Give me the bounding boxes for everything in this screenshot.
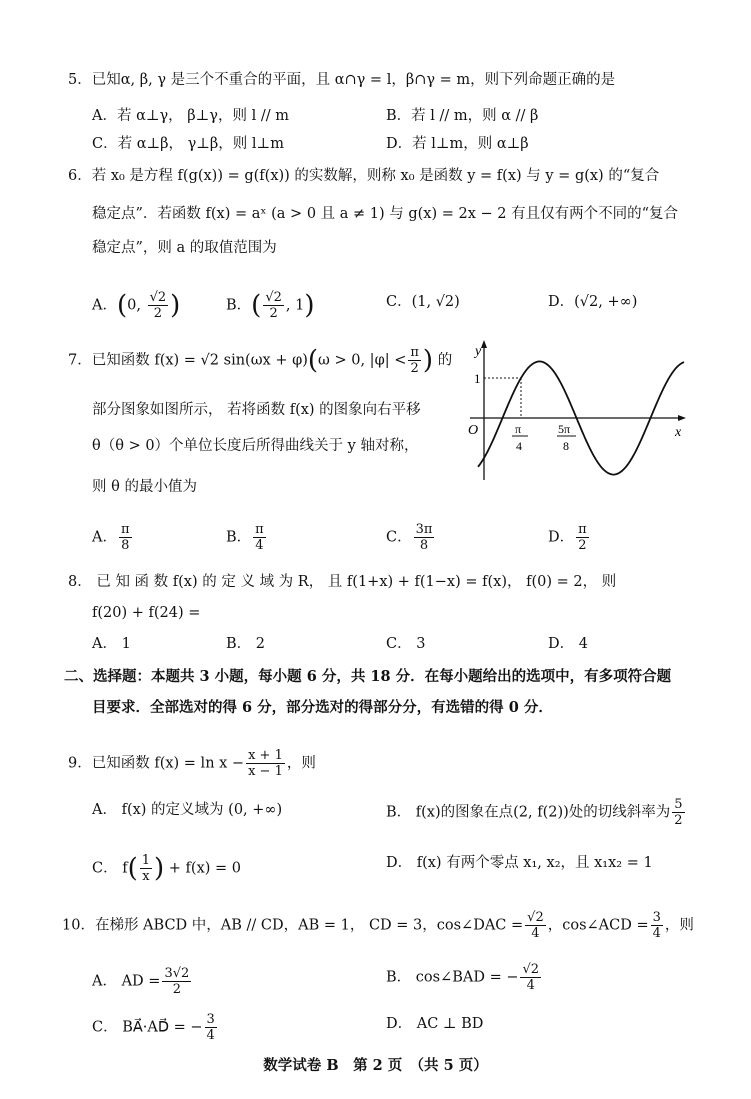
q10-stem [62, 910, 694, 941]
q7-line1-post: 的 [437, 352, 453, 369]
q10-stem-pre: 10．在梯形 ABCD 中，AB // CD，AB = 1， CD = 3，cos∠DAC = [62, 917, 524, 934]
q6-line3: 稳定点”，则 a 的取值范围为 [92, 240, 277, 256]
q7-option-d-label: D． [548, 529, 575, 546]
q8-option-b: B． 2 [226, 636, 265, 652]
q10-stem-mid: ，cos∠ACD = [547, 917, 649, 934]
q7-option-a-label: A． [92, 529, 117, 546]
q8-line1: 8． 已 知 函 数 f(x) 的 定 义 域 为 R， 且 f(1+x) + f(1−x) = f(x)， f(0) = 2， 则 [68, 574, 617, 590]
q7-option-a-den: 8 [121, 538, 130, 553]
q5-option-d: D．若 l⊥m，则 α⊥β [386, 136, 529, 152]
q7-cond-den: 2 [410, 361, 419, 376]
q5-option-b: B．若 l // m，则 α // β [386, 108, 539, 124]
q7-line1-pre: 7．已知函数 f(x) = √2 sin(ωx + φ) [68, 352, 308, 369]
q10-stem-frac1 [525, 910, 546, 941]
q9-option-c-frac [140, 853, 152, 884]
q9-option-c: C． f( $\frac{1}{x}$ ) + f(x) = 0 [92, 853, 241, 884]
q10-stem-frac2 [651, 910, 663, 941]
q10-stem-den2: 4 [652, 926, 661, 941]
q10-option-a [92, 966, 193, 997]
q9-option-b [386, 797, 687, 828]
q5-stem: 5．已知α, β, γ 是三个不重合的平面，且 α∩γ = l，β∩γ = m，则下列命题正确的是 [68, 72, 616, 88]
q9-stem-den: x − 1 [248, 764, 283, 779]
q6-option-b-num: √2 [265, 290, 282, 305]
q6-option-a-den: 2 [153, 306, 163, 321]
q6-line1: 6．若 x₀ 是方程 f(g(x)) = g(f(x)) 的实数解，则称 x₀ 是函数 y = f(x) 与 y = g(x) 的“复合 [68, 168, 660, 184]
q8-option-c: C． 3 [386, 636, 426, 652]
q6-option-a-label: A． [92, 297, 117, 314]
q9-stem [68, 748, 316, 779]
q7-option-b-label: B． [226, 529, 252, 546]
q10-option-a-pre: A． AD = [92, 973, 161, 990]
graph-x-tick1-den: 4 [516, 439, 522, 453]
q10-option-b-frac [520, 962, 541, 993]
q6-option-d: D．(√2, +∞) [548, 294, 638, 310]
q7-option-d-den: 2 [578, 538, 587, 553]
q9-option-b-pre: B． f(x)的图象在点(2, f(2))处的切线斜率为 [386, 804, 671, 821]
q10-option-c [92, 1012, 219, 1043]
graph-x-tick2-num: 5π [558, 422, 571, 436]
q10-option-c-den: 4 [206, 1028, 215, 1043]
graph-y-tick-1: 1 [474, 371, 481, 386]
q8-option-a: A． 1 [92, 636, 131, 652]
q7-option-c-den: 8 [419, 538, 429, 553]
q7-line4: 则 θ 的最小值为 [92, 479, 197, 495]
q9-stem-num: x + 1 [248, 748, 283, 763]
q7-option-b-num: π [255, 522, 264, 537]
q9-stem-pre: 9．已知函数 f(x) = ln x − [68, 755, 245, 772]
q10-option-c-frac [205, 1012, 217, 1043]
q8-line2: f(20) + f(24) = [92, 605, 201, 621]
graph-y-arrow [481, 340, 487, 348]
q7-option-c [386, 522, 436, 553]
q10-option-c-pre: C． BA⃗·AD⃗ = − [92, 1019, 203, 1036]
q10-option-b-pre: B． cos∠BAD = − [386, 969, 519, 986]
graph-x-label: x [675, 425, 682, 440]
q10-option-a-den: 2 [172, 982, 181, 997]
q6-option-b-frac [263, 290, 284, 321]
section2-line2: 目要求．全部选对的得 6 分，部分选对的得部分分，有选错的得 0 分． [92, 699, 553, 716]
q9-stem-frac [246, 748, 285, 779]
q9-option-b-frac [672, 797, 684, 828]
q7-option-d [548, 522, 591, 553]
q7-option-b-den: 4 [255, 538, 264, 553]
q7-sine-graph [462, 338, 690, 486]
q6-option-c: C．(1, √2) [386, 294, 460, 310]
q9-option-a: A． f(x) 的定义域为 (0, +∞) [92, 802, 283, 818]
q6-option-b-label: B． [226, 297, 252, 314]
q9-option-c-num: 1 [141, 853, 151, 868]
page-footer: 数学试卷 B 第 2 页 （共 5 页） [263, 1057, 488, 1074]
q7-cond: ω > 0, |φ| < [318, 352, 407, 369]
q6-line2: 稳定点”．若函数 f(x) = aˣ (a > 0 且 a ≠ 1) 与 g(x) = 2x − 2 有且仅有两个不同的“复合 [92, 206, 679, 222]
graph-y-label: y [475, 344, 482, 359]
q7-option-d-frac [576, 522, 589, 553]
q5-option-c: C．若 α⊥β， γ⊥β，则 l⊥m [92, 136, 284, 152]
q6-option-a-num: √2 [149, 290, 167, 305]
graph-x-tick1-num: π [515, 422, 522, 436]
q7-option-a-frac [119, 522, 132, 553]
q9-stem-post: ，则 [286, 755, 316, 772]
q10-stem-num2: 3 [652, 910, 661, 925]
q10-option-c-num: 3 [206, 1012, 215, 1027]
q9-option-d: D． f(x) 有两个零点 x₁, x₂，且 x₁x₂ = 1 [386, 855, 653, 871]
q6-option-b-den: 2 [269, 306, 278, 321]
q7-cond-frac [408, 345, 421, 376]
q9-option-b-num: 5 [674, 797, 683, 812]
q7-line3: θ（θ > 0）个单位长度后所得曲线关于 y 轴对称， [92, 438, 419, 454]
q7-option-d-num: π [578, 522, 587, 537]
q9-option-c-den: x [142, 869, 150, 884]
q10-option-b [386, 962, 543, 993]
q7-cond-num: π [410, 345, 419, 360]
q10-option-a-num: 3√2 [164, 966, 190, 981]
q7-option-c-label: C． [386, 529, 412, 546]
graph-x-tick2-den: 8 [563, 439, 569, 453]
q8-option-d: D． 4 [548, 636, 588, 652]
q10-stem-num1: √2 [527, 910, 544, 925]
q9-option-b-den: 2 [674, 813, 683, 828]
q7-option-b-frac [253, 522, 266, 553]
q10-stem-post: ，则 [664, 917, 694, 934]
q7-option-a [92, 522, 134, 553]
q7-option-b [226, 522, 268, 553]
q10-option-a-frac [162, 966, 191, 997]
q9-option-c-pre: C． f [92, 860, 128, 877]
q7-option-c-num: 3π [415, 522, 433, 537]
q6-option-a-frac [148, 290, 169, 321]
q7-line1: 7．已知函数 f(x) = √2 sin(ωx + φ)(ω > 0, |φ| < $\frac{\pi}{2}$ ) 的 [68, 345, 453, 376]
q7-option-a-num: π [120, 522, 130, 537]
q10-option-b-num: √2 [522, 962, 540, 977]
q10-option-d: D． AC ⊥ BD [386, 1016, 484, 1032]
q10-stem-den1: 4 [531, 926, 540, 941]
section2-line1: 二、选择题：本题共 3 小题，每小题 6 分，共 18 分．在每小题给出的选项中，有多项符合题 [64, 668, 672, 685]
graph-x-arrow [678, 415, 686, 421]
q9-option-c-post: + f(x) = 0 [168, 860, 241, 877]
q5-option-a: A．若 α⊥γ， β⊥γ，则 l // m [92, 108, 289, 124]
q7-line2: 部分图象如图所示， 若将函数 f(x) 的图象向右平移 [92, 402, 421, 418]
q6-option-b: B．( $\frac{√2}{2}$ , 1) [226, 290, 315, 321]
graph-origin-label: O [468, 423, 479, 438]
q10-option-b-den: 4 [526, 978, 535, 993]
q7-option-c-frac [414, 522, 435, 553]
q6-option-a: A．(0, $\frac{√2}{2}$ ) [92, 290, 181, 321]
